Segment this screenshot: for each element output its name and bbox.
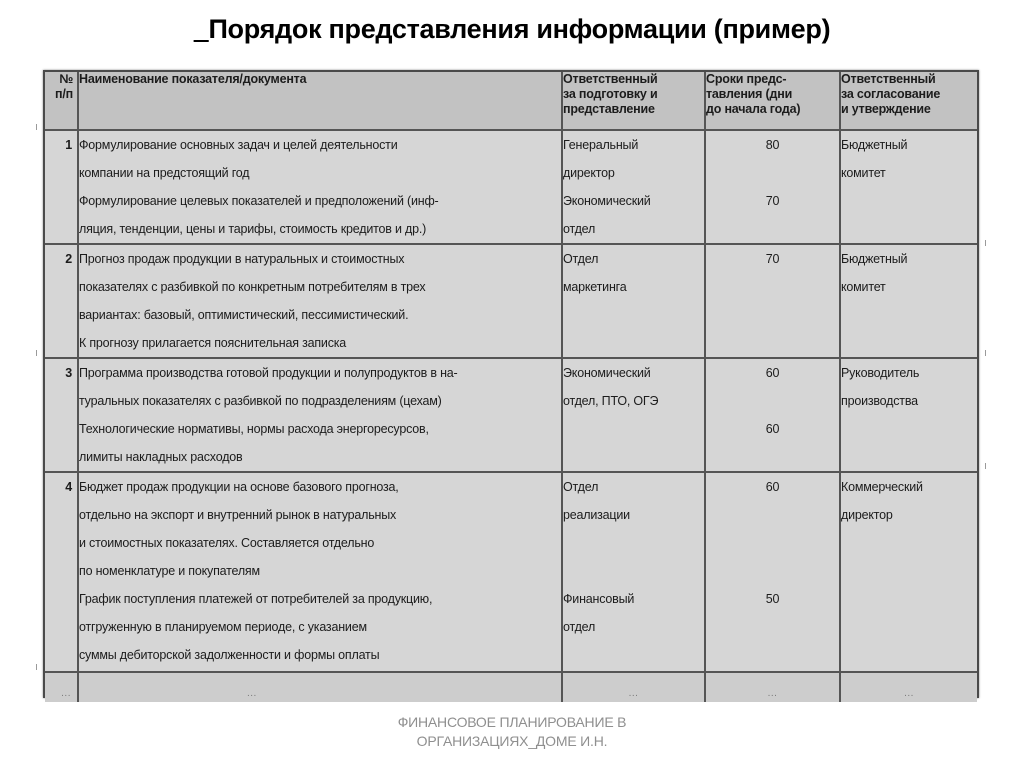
margin-tick (36, 350, 37, 356)
row-responsible-line: отдел (563, 222, 596, 236)
row-responsible-line: маркетинга (563, 280, 627, 294)
footer-line-2: ОРГАНИЗАЦИЯХ_ДОМЕ И.Н. (416, 733, 608, 749)
row-num: 1 (45, 130, 78, 244)
row-name-line: туральных показателях с разбивкой по подразделениям (цехам) (79, 394, 442, 408)
row-num: 3 (45, 358, 78, 472)
header-approval (840, 72, 977, 130)
row-name (78, 358, 562, 472)
row-name-line: Формулирование целевых показателей и предположений (инф- (79, 194, 439, 208)
row-name (78, 130, 562, 244)
row-name-line: суммы дебиторской задолженности и формы оплаты (79, 648, 380, 662)
row-approval (840, 244, 977, 358)
row-name-line: вариантах: базовый, оптимистический, пессимистический. (79, 308, 409, 322)
ellipsis-num: ... (45, 672, 78, 702)
row-approval-line: Бюджетный (841, 252, 908, 266)
row-responsible-line: отдел (563, 620, 596, 634)
table-ellipsis-row (45, 672, 977, 702)
row-deadline-spacer (706, 387, 839, 415)
table-row (45, 130, 977, 244)
header-responsible-line: за подготовку и (563, 87, 658, 101)
slide-title (0, 14, 1024, 45)
row-deadline (705, 472, 840, 672)
row-name-line: ляция, тенденции, цены и тарифы, стоимость кредитов и др.) (79, 222, 427, 236)
row-responsible-line: отдел, ПТО, ОГЭ (563, 394, 659, 408)
row-approval (840, 358, 977, 472)
header-num-line: п/п (55, 87, 73, 101)
row-deadline (705, 130, 840, 244)
header-deadline-line: тавления (дни (706, 87, 793, 101)
header-deadline-line: до начала года) (706, 102, 801, 116)
row-name (78, 244, 562, 358)
row-responsible (562, 472, 705, 672)
ellipsis-deadline: ... (705, 672, 840, 702)
margin-tick (36, 124, 37, 130)
row-name (78, 472, 562, 672)
row-approval-line: производства (841, 394, 918, 408)
row-responsible-line: Экономический (563, 366, 651, 380)
title-text: Порядок представления информации (пример) (208, 14, 831, 44)
row-name-line: График поступления платежей от потребителей за продукцию, (79, 592, 433, 606)
header-num (45, 72, 78, 130)
margin-tick (985, 463, 986, 469)
row-name-line: Прогноз продаж продукции в натуральных и стоимостных (79, 252, 405, 266)
row-responsible-line: Экономический (563, 194, 651, 208)
row-approval-line: Бюджетный (841, 138, 908, 152)
row-deadline-value: 50 (765, 592, 780, 606)
row-num: 4 (45, 472, 78, 672)
row-approval-line: Коммерческий (841, 480, 923, 494)
row-name-line: показателях с разбивкой по конкретным потребителям в трех (79, 280, 426, 294)
row-name-line: лимиты накладных расходов (79, 450, 243, 464)
row-name-line: Технологические нормативы, нормы расхода энергоресурсов, (79, 422, 429, 436)
table-row (45, 472, 977, 672)
info-table-container (43, 70, 979, 698)
header-name-text: Наименование показателя/документа (79, 72, 307, 86)
header-approval-line: за согласование (841, 87, 941, 101)
table-row (45, 358, 977, 472)
row-deadline-value: 60 (765, 422, 780, 436)
footer-line-1: ФИНАНСОВОЕ ПЛАНИРОВАНИЕ В (397, 714, 627, 730)
slide-footer (0, 713, 1024, 751)
header-approval-line: Ответственный (841, 72, 936, 86)
row-responsible-line: директор (563, 166, 615, 180)
row-deadline-value: 80 (765, 138, 780, 152)
row-deadline-spacer (706, 557, 839, 585)
row-deadline-spacer (706, 159, 839, 187)
margin-tick (985, 240, 986, 246)
ellipsis-responsible: ... (562, 672, 705, 702)
row-deadline-value: 60 (765, 480, 780, 494)
row-deadline-value: 70 (765, 194, 780, 208)
header-responsible-line: представление (563, 102, 655, 116)
row-responsible (562, 244, 705, 358)
table-header-row (45, 72, 977, 130)
row-approval (840, 472, 977, 672)
row-name-line: отдельно на экспорт и внутренний рынок в натуральных (79, 508, 397, 522)
row-name-line: Программа производства готовой продукции и полупродуктов в на- (79, 366, 458, 380)
row-name-line: и стоимостных показателях. Составляется отдельно (79, 536, 375, 550)
row-responsible-line: Финансовый (563, 592, 635, 606)
row-deadline-spacer (706, 529, 839, 557)
row-deadline-value: 70 (765, 252, 780, 266)
margin-tick (36, 664, 37, 670)
row-deadline-spacer (706, 501, 839, 529)
row-num: 2 (45, 244, 78, 358)
header-name (78, 72, 562, 130)
row-responsible (562, 130, 705, 244)
row-approval-line: Руководитель (841, 366, 920, 380)
row-name-line: К прогнозу прилагается пояснительная записка (79, 336, 347, 350)
row-responsible-spacer (563, 529, 704, 557)
row-responsible-spacer (563, 557, 704, 585)
header-approval-line: и утверждение (841, 102, 931, 116)
row-name-line: компании на предстоящий год (79, 166, 250, 180)
row-deadline (705, 244, 840, 358)
row-deadline-value: 60 (765, 366, 780, 380)
margin-tick (985, 350, 986, 356)
header-responsible (562, 72, 705, 130)
header-responsible-line: Ответственный (563, 72, 658, 86)
row-name-line: отгруженную в планируемом периоде, с указанием (79, 620, 367, 634)
info-table (45, 72, 977, 702)
row-responsible-line: Отдел (563, 252, 599, 266)
row-responsible-line: Отдел (563, 480, 599, 494)
row-responsible-line: реализации (563, 508, 630, 522)
title-underscore: _ (193, 14, 209, 44)
row-responsible (562, 358, 705, 472)
row-approval (840, 130, 977, 244)
table-row (45, 244, 977, 358)
row-approval-line: комитет (841, 280, 886, 294)
row-approval-line: директор (841, 508, 893, 522)
row-responsible-line: Генеральный (563, 138, 639, 152)
row-deadline (705, 358, 840, 472)
row-name-line: по номенклатуре и покупателям (79, 564, 260, 578)
header-num-line: № (59, 72, 73, 86)
ellipsis-name: ... (78, 672, 562, 702)
row-name-line: Бюджет продаж продукции на основе базового прогноза, (79, 480, 399, 494)
ellipsis-approval: ... (840, 672, 977, 702)
row-approval-line: комитет (841, 166, 886, 180)
row-name-line: Формулирование основных задач и целей деятельности (79, 138, 398, 152)
header-deadline (705, 72, 840, 130)
header-deadline-line: Сроки предс- (706, 72, 787, 86)
